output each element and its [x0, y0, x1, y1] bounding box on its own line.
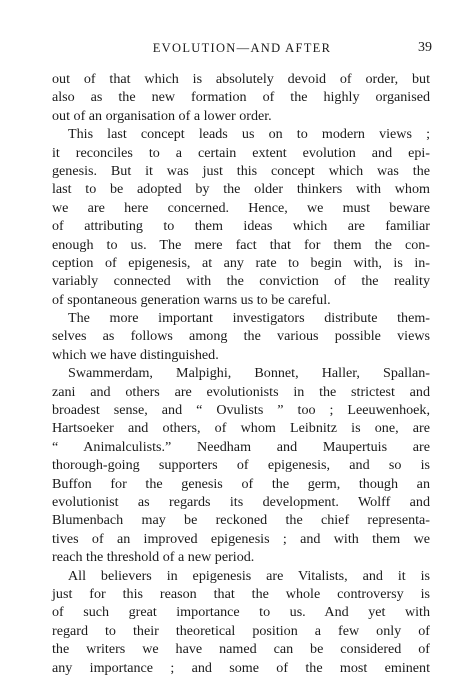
text-line: This last concept leads us on to modern views ; [68, 126, 430, 143]
text-line: zani and others are evolutionists in the strictest and [52, 383, 430, 400]
text-line: out of that which is absolutely devoid of order, but [52, 71, 430, 87]
text-line: thorough-going supporters of epigenesis, and so is [52, 457, 430, 474]
text-line: Buffon for the genesis of the germ, though an [52, 475, 430, 492]
text-line: of such great importance to us. And yet with [52, 604, 430, 621]
text-line: regard to their theoretical position a few only of [52, 622, 430, 639]
text-line: the writers we have named can be considered of [52, 641, 430, 658]
text-line: Swammerdam, Malpighi, Bonnet, Haller, Spallan- [68, 365, 430, 382]
text-line: reach the threshold of a new period. [52, 549, 255, 566]
text-line: variably connected with the conviction of the reality [52, 273, 430, 290]
text-line: any importance ; and some of the most eminent [52, 659, 430, 676]
text-line: last to be adopted by the older thinkers with whom [52, 181, 430, 198]
text-line: enough to us. The mere fact that for them the con- [52, 236, 430, 253]
text-line: broadest sense, and “ Ovulists ” too ; Leeuwenhoek, [52, 402, 430, 419]
text-line: All believers in epigenesis are Vitalists, and it is [68, 567, 430, 584]
text-line: just for this reason that the whole controversy is [52, 585, 430, 602]
text-line: of attributing to them ideas which are familiar [52, 218, 430, 235]
text-line: also as the new formation of the highly organised [52, 89, 430, 106]
text-line: Hartsoeker and others, of whom Leibnitz is one, are [52, 420, 430, 437]
text-line: ception of epigenesis, at any rate to begin with, is in- [52, 254, 430, 271]
text-line: we are here concerned. Hence, we must beware [52, 199, 430, 216]
running-head: EVOLUTION—AND AFTER [152, 41, 332, 55]
page-number: 39 [418, 40, 432, 55]
text-line: of spontaneous generation warns us to be careful. [52, 291, 331, 308]
text-line: selves as follows among the various possible views [52, 328, 430, 345]
text-line: tives of an improved epigenesis ; and with them we [52, 530, 430, 547]
text-line: Blumenbach may be reckoned the chief representa- [52, 512, 430, 529]
text-line: “ Animalculists.” Needham and Maupertuis are [52, 438, 430, 455]
text-line: evolutionist as regards its development. Wolff and [52, 493, 430, 510]
body-text [52, 70, 430, 677]
page-header [52, 38, 432, 58]
text-line: it reconciles to a certain extent evolution and epi- [52, 144, 430, 161]
text-line: which we have distinguished. [52, 346, 219, 363]
text-line: genesis. But it was just this concept which was the [52, 162, 430, 179]
text-line: The more important investigators distribute them- [68, 310, 430, 327]
text-line: out of an organisation of a lower order. [52, 107, 272, 124]
